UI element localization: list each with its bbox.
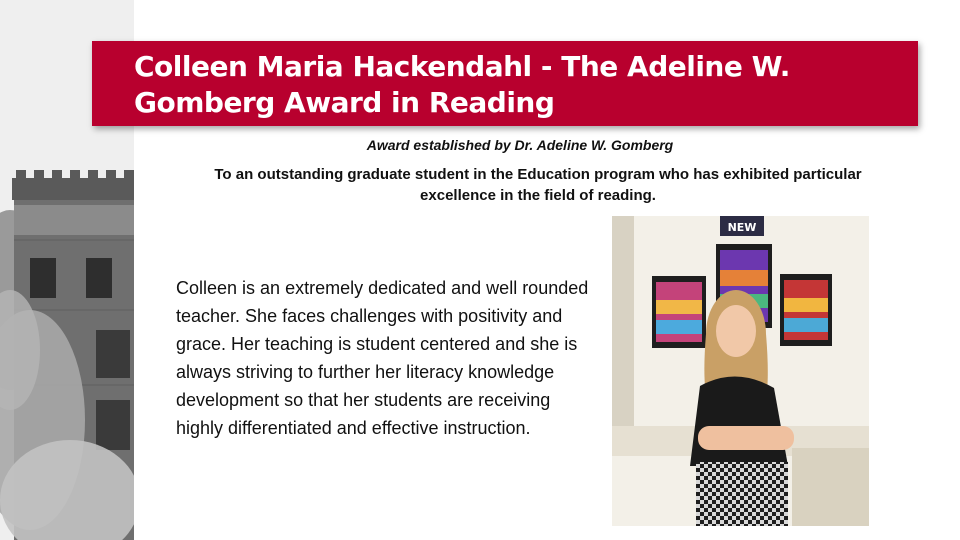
title-banner (92, 41, 918, 126)
award-description: To an outstanding graduate student in the Education program who has exhibited particular excellence in the field of reading. (214, 166, 862, 204)
portrait-illustration (612, 216, 869, 526)
recipient-portrait-photo (612, 216, 869, 526)
recipient-description: Colleen is an extremely dedicated and well rounded teacher. She faces challenges with positivity and grace. Her teaching is student centered and she is always striving to further her literacy knowledge development so that her students are receiving highly differentiated and effective instruction. (176, 278, 589, 438)
page-title: Colleen Maria Hackendahl - The Adeline W. Gomberg Award in Reading (134, 50, 790, 119)
poster-new: NEW (727, 221, 757, 234)
award-subtitle: Award established by Dr. Adeline W. Gomberg (366, 137, 674, 153)
